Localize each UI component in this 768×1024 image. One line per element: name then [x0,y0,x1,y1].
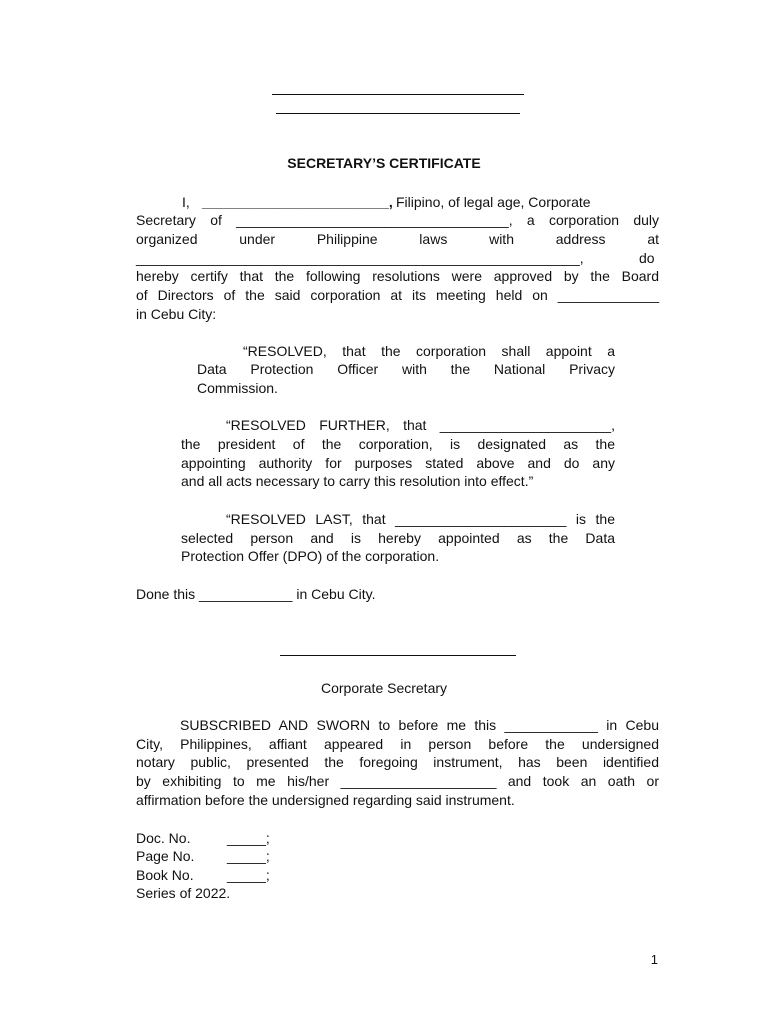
book-no-label: Book No. [136,867,194,883]
page-no-value: _____; [227,848,270,864]
resolution-1-line-1: “RESOLVED, that the corporation shall appoint a [243,343,615,359]
resolution-1-line-2: Data Protection Officer with the National Privacy [197,361,615,377]
intro-line-2: Secretary of ___________________________________, a corporation duly [136,212,659,228]
series-line: Series of 2022. [136,885,231,901]
jurat-line-4: by exhibiting to me his/her ____________________ and took an oath or [136,773,659,789]
intro-line-4b: do [639,250,655,266]
jurat-line-3: notary public, presented the foregoing instrument, has been identified [136,754,659,770]
intro-line-3: organized under Philippine laws with address at [136,231,659,247]
resolution-3-line-3: Protection Offer (DPO) of the corporation. [181,548,440,564]
resolution-2-line-4: and all acts necessary to carry this resolution into effect.” [181,473,534,489]
signature-line [280,655,516,656]
header-line-2 [276,113,520,114]
resolution-2-line-1: “RESOLVED FURTHER, that ______________________, [226,417,615,433]
resolution-2-line-3: appointing authority for purposes stated above and do any [181,455,615,471]
page-number: 1 [650,952,658,967]
intro-line-1a: I, [182,194,190,210]
intro-line-5: hereby certify that the following resolutions were approved by the Board [136,268,659,284]
intro-line-1c: Filipino, of legal age, Corporate [396,194,591,210]
signature-label: Corporate Secretary [320,680,448,696]
resolution-2-line-2: the president of the corporation, is designated as the [181,436,615,452]
resolution-1-line-3: Commission. [197,380,278,396]
jurat-line-5: affirmation before the undersigned regarding said instrument. [136,792,515,808]
doc-no-value: _____; [227,830,270,846]
doc-no-label: Doc. No. [136,830,191,846]
page-no-label: Page No. [136,848,195,864]
resolution-3-line-2: selected person and is hereby appointed as the Data [181,530,615,546]
intro-line-1b: ________________________, [202,194,393,210]
jurat-line-2: City, Philippines, affiant appeared in person before the undersigned [136,736,659,752]
intro-line-6: of Directors of the said corporation at its meeting held on _____________ [136,287,659,303]
resolution-3-line-1: “RESOLVED LAST, that ______________________ is the [226,511,615,527]
done-line: Done this ____________ in Cebu City. [136,586,376,602]
document-title: SECRETARY’S CERTIFICATE [287,155,481,171]
jurat-line-1: SUBSCRIBED AND SWORN to before me this ____________ in Cebu [180,717,659,733]
intro-line-4a: _________________________________________________________, [136,250,584,266]
header-line-1 [272,94,524,95]
book-no-value: _____; [227,867,270,883]
intro-line-7: in Cebu City: [136,306,217,322]
